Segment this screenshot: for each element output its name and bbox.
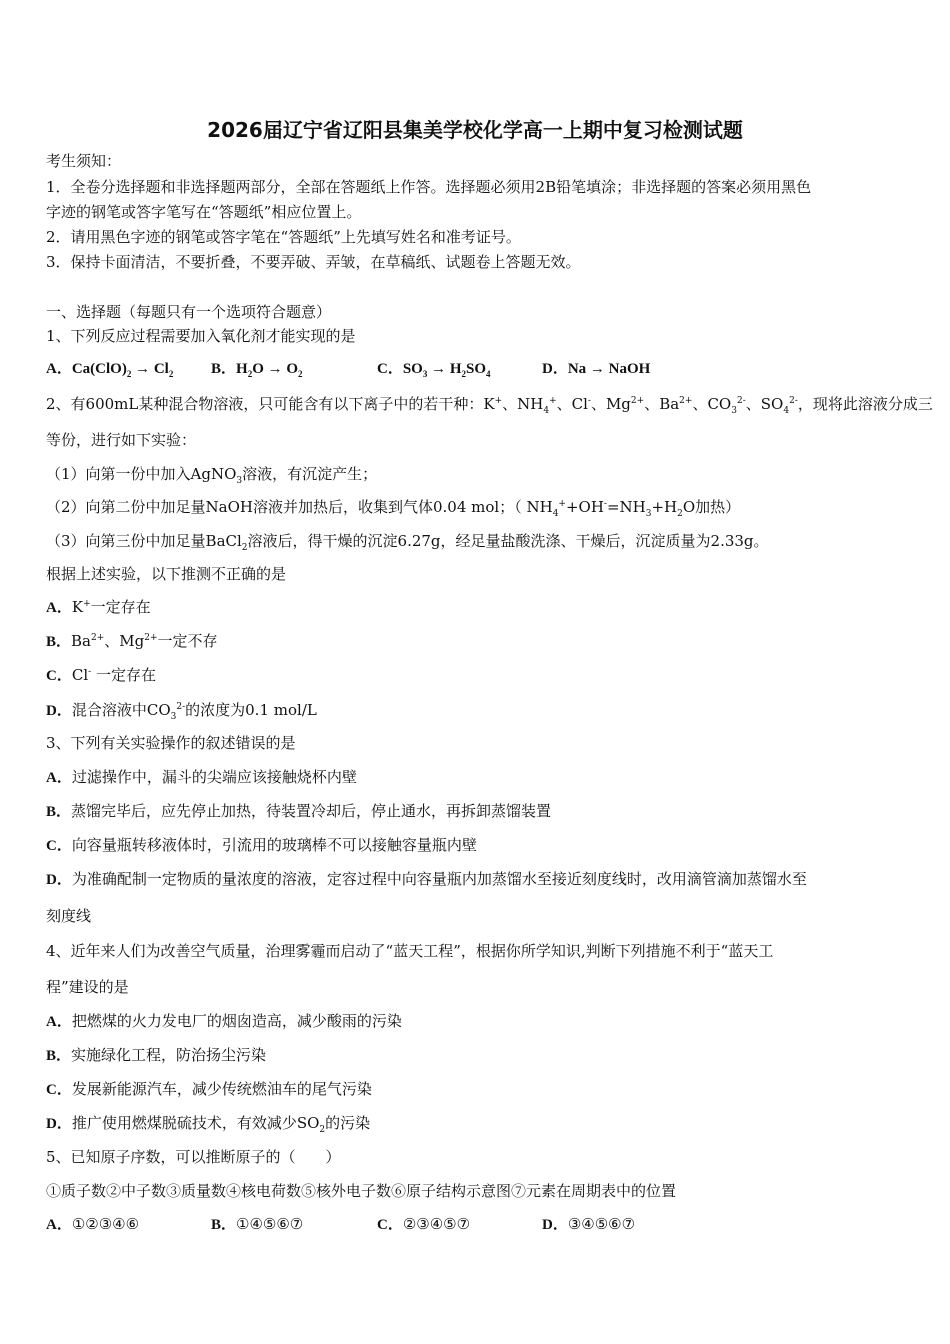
option-text: 推广使用燃煤脱硫技术，有效减少SO — [71, 1114, 320, 1132]
option-c[interactable] — [46, 835, 477, 856]
option-text: Na → NaOH — [567, 361, 651, 377]
option-text: 、Mg — [104, 632, 145, 650]
option-label: B． — [211, 1217, 237, 1233]
option-text: O → O — [252, 361, 299, 377]
question-stem: 1、下列反应过程需要加入氧化剂才能实现的是 — [46, 327, 356, 345]
option-label: A． — [46, 600, 72, 616]
option-text: → H — [427, 361, 462, 377]
option-label: D． — [542, 1217, 568, 1233]
option-text: Ca(ClO) — [71, 361, 127, 377]
experiment-1 — [46, 464, 377, 484]
stem-text: 溶液后，得干燥的沉淀6.27g，经足量盐酸洗涤、干燥后，沉淀质量为2.33g。 — [247, 532, 769, 550]
option-d[interactable] — [542, 1214, 635, 1235]
subscript: 2 — [241, 543, 248, 553]
option-label: D． — [46, 703, 72, 719]
stem-text: （1）向第一份中加入AgNO — [46, 465, 237, 483]
option-text: ③④⑤⑥⑦ — [567, 1215, 636, 1233]
stem-text: 、NH — [502, 395, 544, 413]
option-text: SO — [402, 361, 423, 377]
option-label: A． — [46, 1014, 72, 1030]
experiment-3 — [46, 531, 769, 551]
superscript: 2+ — [630, 396, 645, 406]
subscript: 4 — [486, 369, 491, 379]
question-stem: 等份，进行如下实验： — [46, 431, 197, 449]
notice-heading: 考生须知： — [46, 152, 122, 170]
question-stem: 3、下列有关实验操作的叙述错误的是 — [46, 734, 296, 752]
stem-text: 溶液，有沉淀产生； — [242, 465, 378, 483]
option-b[interactable] — [211, 359, 377, 379]
subscript: 2 — [168, 369, 174, 379]
option-d[interactable] — [46, 700, 317, 721]
superscript: - — [603, 499, 607, 509]
option-label: B． — [46, 634, 72, 650]
question-stem: 4、近年来人们为改善空气质量，治理雾霾而启动了“蓝天工程”，根据你所学知识,判断下列措施不利于“蓝天工 — [46, 942, 774, 960]
superscript: 2+ — [144, 633, 158, 643]
option-text: 发展新能源汽车，减少传统燃油车的尾气污染 — [71, 1080, 372, 1098]
stem-text: （2）向第二份中加足量NaOH溶液并加热后，收集到气体0.04 mol；（ NH — [46, 498, 553, 516]
option-text: ①②③④⑥ — [71, 1215, 140, 1233]
section-heading: 一、选择题（每题只有一个选项符合题意） — [46, 303, 332, 321]
superscript: 2+ — [679, 396, 693, 406]
option-text: Ba — [71, 632, 91, 650]
stem-text: 、SO — [745, 395, 784, 413]
option-text: 为准确配制一定物质的量浓度的溶液，定容过程中向容量瓶内加蒸馏水至接近刻度线时，改用滴管滴加蒸馏水至 — [71, 870, 807, 888]
option-label: D． — [46, 1116, 72, 1132]
option-text: 蒸馏完毕后，应先停止加热，待装置冷却后，停止通水，再拆卸蒸馏装置 — [71, 802, 552, 820]
option-d-continued: 刻度线 — [46, 907, 92, 925]
option-text: ①④⑤⑥⑦ — [236, 1215, 304, 1233]
subscript: 3 — [422, 369, 428, 379]
subscript: 2 — [677, 509, 683, 519]
option-label: D． — [46, 872, 72, 888]
option-text: → Cl — [131, 361, 169, 377]
option-a[interactable] — [46, 597, 151, 618]
option-d[interactable] — [46, 1113, 370, 1134]
option-d[interactable] — [542, 359, 650, 379]
subscript: 2 — [319, 1125, 326, 1135]
subscript: 4 — [543, 406, 550, 416]
superscript: - — [587, 396, 591, 406]
option-text: H — [236, 361, 248, 377]
option-label: C． — [377, 1217, 403, 1233]
option-text: 过滤操作中，漏斗的尖端应该接触烧杯内壁 — [71, 768, 357, 786]
option-b[interactable] — [211, 1214, 377, 1235]
stem-text: ，现将此溶液分成三 — [797, 395, 933, 413]
superscript: 2+ — [90, 633, 105, 643]
option-a[interactable] — [46, 1011, 402, 1032]
option-text: Cl — [71, 666, 89, 684]
stem-text: 、Ba — [644, 395, 680, 413]
stem-text: 2、有600mL某种混合物溶液，只可能含有以下离子中的若干种：K — [46, 395, 495, 413]
option-c[interactable] — [46, 1079, 372, 1100]
stem-text: 、Cl — [556, 395, 588, 413]
subscript: 2 — [461, 369, 467, 379]
superscript: + — [83, 599, 91, 609]
page-title: 2026届辽宁省辽阳县集美学校化学高一上期中复习检测试题 — [207, 118, 743, 142]
question-stem: 程”建设的是 — [46, 978, 129, 996]
option-label: A． — [46, 361, 72, 377]
question-options — [46, 1214, 635, 1235]
question-stem — [46, 394, 933, 414]
superscript: 2- — [789, 396, 798, 406]
superscript: + — [558, 499, 566, 509]
option-a[interactable] — [46, 767, 357, 788]
option-text: 的污染 — [325, 1114, 371, 1132]
subscript: 3 — [236, 476, 243, 486]
option-label: A． — [46, 770, 72, 786]
superscript: + — [549, 396, 557, 406]
option-label: C． — [46, 838, 72, 854]
option-label: B． — [46, 1048, 72, 1064]
subscript: 4 — [783, 406, 790, 416]
option-b[interactable] — [46, 631, 218, 652]
subscript: 3 — [170, 712, 177, 722]
subscript: 2 — [247, 369, 253, 379]
option-text: 一定存在 — [91, 666, 156, 684]
superscript: + — [494, 396, 503, 406]
option-b[interactable] — [46, 801, 551, 822]
notice-item: 3．保持卡面清洁，不要折叠，不要弄破、弄皱，在草稿纸、试题卷上答题无效。 — [46, 253, 581, 271]
stem-text: 、CO — [692, 395, 732, 413]
option-label: B． — [46, 804, 72, 820]
option-text: SO — [466, 361, 487, 377]
option-label: C． — [377, 361, 403, 377]
notice-item: 2．请用黑色字迹的钢笔或答字笔在“答题纸”上先填写姓名和准考证号。 — [46, 228, 521, 246]
subscript: 3 — [645, 509, 652, 519]
stem-text: +OH — [565, 498, 604, 516]
option-text: 混合溶液中CO — [71, 701, 171, 719]
option-text: 一定不存 — [157, 632, 218, 650]
option-b[interactable] — [46, 1045, 266, 1066]
option-c[interactable] — [377, 359, 542, 379]
option-c[interactable] — [377, 1214, 542, 1235]
option-label: C． — [46, 1082, 72, 1098]
option-d[interactable] — [46, 869, 807, 890]
subscript: 2 — [298, 369, 303, 379]
option-text: 实施绿化工程，防治扬尘污染 — [71, 1046, 267, 1064]
option-text: 的浓度为0.1 mol/L — [185, 701, 317, 719]
stem-text: 、Mg — [590, 395, 631, 413]
experiment-2 — [46, 497, 740, 517]
option-c[interactable] — [46, 665, 156, 686]
superscript: 2- — [736, 396, 746, 406]
stem-text: +H — [651, 498, 678, 516]
subscript: 3 — [731, 406, 737, 416]
stem-text: O加热） — [682, 498, 741, 516]
option-text: 把燃煤的火力发电厂的烟囱造高，减少酸雨的污染 — [71, 1012, 402, 1030]
notice-item: 1．全卷分选择题和非选择题两部分，全部在答题纸上作答。选择题必须用2B铅笔填涂；非选择题的答案必须用黑色 — [46, 178, 812, 196]
subscript: 2 — [126, 369, 132, 379]
stem-text: （3）向第三份中加足量BaCl — [46, 532, 242, 550]
option-label: A． — [46, 1217, 72, 1233]
question-stem: 5、已知原子序数，可以推断原子的（ ） — [46, 1148, 341, 1166]
question-options — [46, 359, 650, 379]
superscript: - — [88, 667, 92, 677]
stem-text: =NH — [606, 498, 646, 516]
option-a[interactable] — [46, 359, 211, 379]
option-text: 向容量瓶转移液体时，引流用的玻璃棒不可以接触容量瓶内壁 — [71, 836, 477, 854]
subscript: 4 — [552, 509, 559, 519]
superscript: 2- — [176, 702, 186, 712]
option-text: ②③④⑤⑦ — [402, 1215, 471, 1233]
option-a[interactable] — [46, 1214, 211, 1235]
option-label: C． — [46, 668, 72, 684]
question-prompt: 根据上述实验，以下推测不正确的是 — [46, 565, 287, 583]
option-label: B． — [211, 361, 237, 377]
notice-item: 字迹的钢笔或答字笔写在“答题纸”相应位置上。 — [46, 203, 362, 221]
option-text: K — [71, 598, 84, 616]
question-list: ①质子数②中子数③质量数④核电荷数⑤核外电子数⑥原子结构示意图⑦元素在周期表中的位置 — [46, 1182, 677, 1200]
option-text: 一定存在 — [90, 598, 151, 616]
option-label: D． — [542, 361, 568, 377]
